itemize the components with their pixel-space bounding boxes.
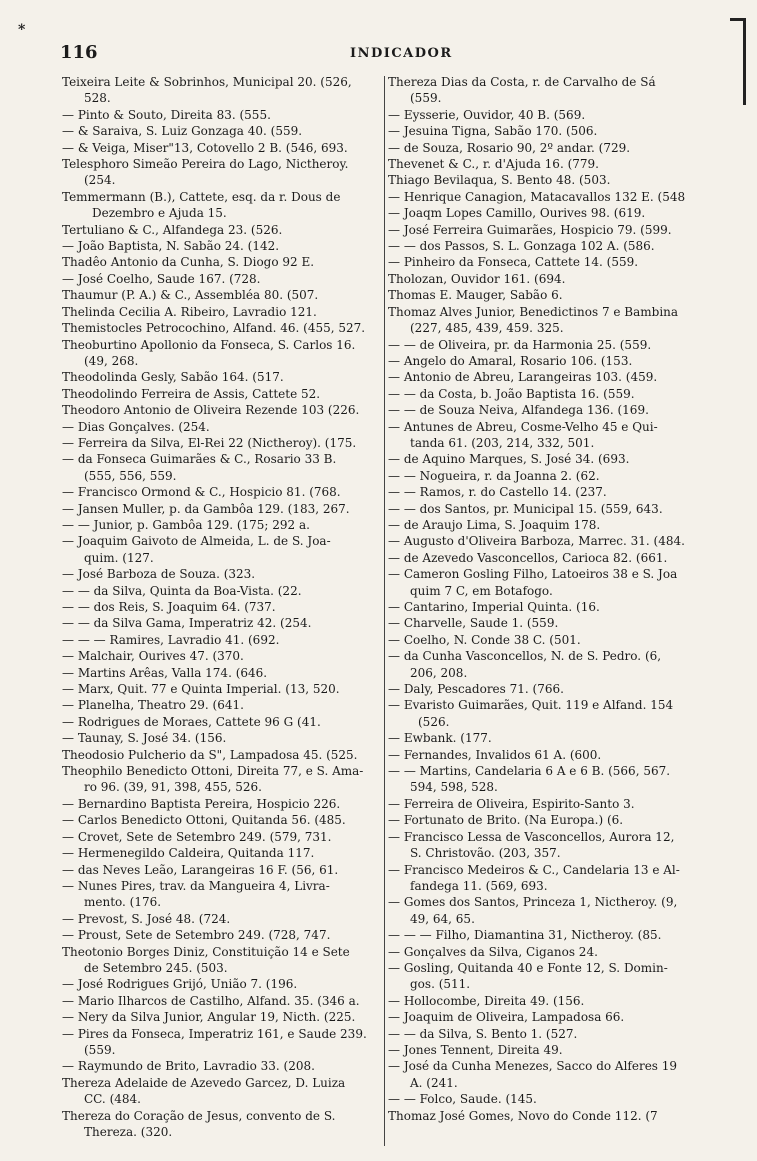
directory-entry-line: — Francisco Lessa de Vasconcellos, Aurora 12, [388, 829, 675, 844]
directory-entry-line: — Joaqm Lopes Camillo, Ourives 98. (619. [388, 206, 646, 221]
directory-entry-line: — Jansen Muller, p. da Gambôa 129. (183, 267. [62, 501, 350, 516]
directory-entry-line: — Rodrigues de Moraes, Cattete 96 G (41. [62, 714, 321, 729]
directory-entry-line: Thelinda Cecilia A. Ribeiro, Lavradio 121. [62, 304, 317, 319]
page-header [60, 42, 740, 66]
directory-entry-line: Thiago Bevilaqua, S. Bento 48. (503. [388, 173, 611, 188]
left-column [62, 74, 380, 1140]
directory-entry-line: — Angelo do Amaral, Rosario 106. (153. [388, 353, 633, 368]
directory-entry-line: Teixeira Leite & Sobrinhos, Municipal 20. (526, [62, 75, 352, 89]
directory-entry-line: — Martins Arêas, Valla 174. (646. [62, 665, 268, 680]
directory-entry-line: — — de Oliveira, pr. da Harmonia 25. (559. [388, 337, 652, 352]
directory-entry-line: 49, 64, 65. [410, 911, 475, 926]
directory-entry-line: Thaumur (P. A.) & C., Assembléa 80. (507. [62, 288, 319, 303]
directory-entry-line: — Taunay, S. José 34. (156. [62, 731, 227, 746]
directory-entry-line: — Ferreira da Silva, El-Rei 22 (Nictheroy). (175. [62, 435, 357, 450]
directory-entry-line: — Bernardino Baptista Pereira, Hospicio 226. [62, 796, 341, 811]
directory-entry-line: — de Araujo Lima, S. Joaquim 178. [388, 517, 601, 532]
directory-entry-line: Thadêo Antonio da Cunha, S. Diogo 92 E. [62, 255, 315, 270]
directory-entry-line: — Gomes dos Santos, Princeza 1, Nictheroy. (9, [388, 895, 678, 910]
directory-entry-line: Telesphoro Simeão Pereira do Lago, Nictheroy. [62, 157, 349, 172]
directory-entry-line: Theotonio Borges Diniz, Constituição 14 e Sete [62, 944, 350, 959]
directory-entry-line: Tertuliano & C., Alfandega 23. (526. [62, 222, 283, 237]
directory-entry-line: — Mario Ilharcos de Castilho, Alfand. 35. (346 a. [62, 993, 360, 1008]
directory-entry-line: Theodolinda Gesly, Sabão 164. (517. [62, 370, 284, 385]
directory-entry-line: — — Junior, p. Gambôa 129. (175; 292 a. [62, 517, 310, 532]
directory-entry-line: — Nery da Silva Junior, Angular 19, Nicth. (225. [62, 1010, 356, 1025]
directory-entry-line: — — da Silva, Quinta da Boa-Vista. (22. [62, 583, 302, 598]
directory-entry-line: — Malchair, Ourives 47. (370. [62, 649, 244, 664]
directory-entry-line: — Planelha, Theatro 29. (641. [62, 698, 244, 713]
directory-entry-line: Temmermann (B.), Cattete, esq. da r. Dous de [62, 189, 341, 204]
directory-entry-line: — — Folco, Saude. (145. [388, 1092, 537, 1107]
directory-entry-line: Thevenet & C., r. d'Ajuda 16. (779. [388, 157, 599, 172]
directory-entry-line: quim 7 C, em Botafogo. [410, 583, 553, 598]
directory-entry-line: — Jones Tennent, Direita 49. [388, 1042, 563, 1057]
page-number: 116 [60, 42, 98, 63]
directory-entry-line: — Nunes Pires, trav. da Mangueira 4, Livra- [62, 878, 330, 893]
directory-entry-line: — Antunes de Abreu, Cosme-Velho 45 e Qui- [388, 419, 658, 434]
directory-entry-line: Thereza. (320. [84, 1125, 173, 1139]
directory-entry-line: — Gosling, Quitanda 40 e Fonte 12, S. Domin- [388, 960, 668, 975]
directory-entry-line: — & Saraiva, S. Luiz Gonzaga 40. (559. [62, 124, 303, 139]
directory-entry-line: — — dos Passos, S. L. Gonzaga 102 A. (586. [388, 239, 655, 254]
directory-entry-line: fandega 11. (569, 693. [410, 878, 548, 893]
directory-entry-line: Tholozan, Ouvidor 161. (694. [388, 271, 566, 286]
directory-entry-line: — José Rodrigues Grijó, União 7. (196. [62, 977, 298, 992]
directory-entry-line: S. Christovão. (203, 357. [410, 846, 561, 861]
directory-entry-line: Theoburtino Apollonio da Fonseca, S. Carlos 16. [62, 337, 356, 352]
directory-entry-line: — Ewbank. (177. [388, 731, 492, 746]
column-divider [384, 76, 385, 1146]
directory-entry-line: — Proust, Sete de Setembro 249. (728, 747. [62, 928, 331, 943]
directory-entry-line: Theodoro Antonio de Oliveira Rezende 103 (226. [62, 403, 360, 418]
directory-entry-line: gos. (511. [410, 977, 471, 992]
directory-entry-line: — João Baptista, N. Sabão 24. (142. [62, 239, 280, 254]
directory-entry-line: — — Ramos, r. do Castello 14. (237. [388, 485, 607, 500]
directory-entry-line: — Carlos Benedicto Ottoni, Quitanda 56. (485. [62, 813, 346, 828]
directory-entry-line: — Jesuina Tigna, Sabão 170. (506. [388, 124, 598, 139]
directory-entry-line: ro 96. (39, 91, 398, 455, 526. [84, 780, 262, 795]
directory-entry-line: — Dias Gonçalves. (254. [62, 419, 210, 434]
directory-entry-line: Theophilo Benedicto Ottoni, Direita 77, e S. Ama- [62, 764, 364, 779]
directory-entry-line: Thereza do Coração de Jesus, convento de S. [62, 1108, 336, 1123]
directory-entry-line: — — da Costa, b. João Baptista 16. (559. [388, 386, 635, 401]
directory-entry-line: — Evaristo Guimarães, Quit. 119 e Alfand. 154 [388, 698, 674, 713]
directory-entry-line: 206, 208. [410, 665, 468, 680]
directory-entry-line: — Eysserie, Ouvidor, 40 B. (569. [388, 107, 586, 122]
directory-entry-line: Thomas E. Mauger, Sabão 6. [388, 288, 563, 303]
directory-entry-line: — Raymundo de Brito, Lavradio 33. (208. [62, 1059, 315, 1074]
binding-line [743, 20, 746, 105]
directory-entry-line: CC. (484. [84, 1092, 141, 1107]
directory-entry-line: — Fernandes, Invalidos 61 A. (600. [388, 747, 602, 762]
directory-entry-line: mento. (176. [84, 895, 162, 910]
directory-entry-line: — — dos Santos, pr. Municipal 15. (559, 643. [388, 501, 663, 516]
page-title: INDICADOR [350, 46, 453, 61]
directory-entry-line: — — Nogueira, r. da Joanna 2. (62. [388, 468, 600, 483]
directory-entry-line: — Joaquim de Oliveira, Lampadosa 66. [388, 1010, 625, 1025]
directory-entry-line: — — Martins, Candelaria 6 A e 6 B. (566, 567. [388, 764, 671, 779]
directory-entry-line: (227, 485, 439, 459. 325. [410, 321, 564, 336]
directory-entry-line: (526. [418, 714, 450, 729]
directory-entry-line: Thomaz Alves Junior, Benedictinos 7 e Bambina [388, 304, 679, 319]
directory-entry-line: — de Souza, Rosario 90, 2º andar. (729. [388, 140, 631, 155]
directory-entry-line: — Charvelle, Saude 1. (559. [388, 616, 559, 631]
directory-entry-line: — Coelho, N. Conde 38 C. (501. [388, 632, 581, 647]
directory-entry-line: — das Neves Leão, Larangeiras 16 F. (56, 61. [62, 862, 339, 877]
directory-entry-line: quim. (127. [84, 550, 154, 565]
directory-entry-line: de Setembro 245. (503. [84, 960, 228, 975]
directory-entry-line: — José da Cunha Menezes, Sacco do Alferes 19 [388, 1059, 678, 1074]
directory-entry-line: — José Ferreira Guimarães, Hospicio 79. (599. [388, 222, 672, 237]
directory-entry-line: — Antonio de Abreu, Larangeiras 103. (459. [388, 370, 658, 385]
directory-entry-line: — Cameron Gosling Filho, Latoeiros 38 e S. Joa [388, 567, 678, 582]
directory-entry-line: — — — Filho, Diamantina 31, Nictheroy. (85. [388, 928, 662, 943]
directory-entry-line: — Pinheiro da Fonseca, Cattete 14. (559. [388, 255, 639, 270]
directory-entry-line: 528. [84, 91, 111, 106]
directory-entry-line: — — da Silva, S. Bento 1. (527. [388, 1026, 578, 1041]
directory-entry-line: Thereza Dias da Costa, r. de Carvalho de Sá [388, 75, 656, 89]
directory-entry-line: (254. [84, 173, 116, 188]
directory-entry-line: tanda 61. (203, 214, 332, 501. [410, 435, 595, 450]
directory-entry-line: — Augusto d'Oliveira Barboza, Marrec. 31. (484. [388, 534, 685, 549]
directory-entry-line: — Henrique Canagion, Matacavallos 132 E. (548 [388, 189, 686, 204]
directory-entry-line: — José Coelho, Saude 167. (728. [62, 271, 261, 286]
directory-entry-line: — Fortunato de Brito. (Na Europa.) (6. [388, 813, 624, 828]
directory-entry-line: — Pinto & Souto, Direita 83. (555. [62, 107, 271, 122]
directory-entry-line: — de Aquino Marques, S. José 34. (693. [388, 452, 630, 467]
directory-entry-line: — — da Silva Gama, Imperatriz 42. (254. [62, 616, 312, 631]
directory-entry-line: — Crovet, Sete de Setembro 249. (579, 731. [62, 829, 332, 844]
directory-entry-line: — Hollocombe, Direita 49. (156. [388, 993, 585, 1008]
directory-entry-line: — Pires da Fonseca, Imperatriz 161, e Saude 239. [62, 1026, 367, 1041]
directory-entry-line: — — de Souza Neiva, Alfandega 136. (169. [388, 403, 649, 418]
directory-entry-line: — Marx, Quit. 77 e Quinta Imperial. (13, 520. [62, 682, 340, 697]
directory-entry-line: — José Barboza de Souza. (323. [62, 567, 256, 582]
directory-entry-line: — de Azevedo Vasconcellos, Carioca 82. (661. [388, 550, 668, 565]
directory-entry-line: — Prevost, S. José 48. (724. [62, 911, 231, 926]
directory-entry-line: — & Veiga, Miser"13, Cotovello 2 B. (546, 693. [62, 140, 348, 155]
corner-mark: * [18, 22, 26, 38]
directory-entry-line: — da Fonseca Guimarães & C., Rosario 33 B. [62, 452, 337, 467]
right-column [388, 74, 733, 1124]
directory-entry-line: Thomaz José Gomes, Novo do Conde 112. (7 [388, 1108, 658, 1123]
directory-entry-line: (559. [84, 1042, 116, 1057]
directory-entry-line: — Cantarino, Imperial Quinta. (16. [388, 600, 600, 614]
directory-entry-line: — Francisco Medeiros & C., Candelaria 13 e Al- [388, 862, 680, 877]
directory-entry-line: — — dos Reis, S. Joaquim 64. (737. [62, 600, 276, 614]
directory-entry-line: Thereza Adelaide de Azevedo Garcez, D. Luiza [62, 1075, 346, 1090]
directory-entry-line: Theodosio Pulcherio da S", Lampadosa 45. (525. [62, 747, 358, 762]
directory-entry-line: Theodolindo Ferreira de Assis, Cattete 52. [62, 386, 321, 401]
directory-entry-line: — Gonçalves da Silva, Ciganos 24. [388, 944, 598, 959]
directory-entry-line: — Francisco Ormond & C., Hospicio 81. (768. [62, 485, 341, 500]
directory-entry-line: — da Cunha Vasconcellos, N. de S. Pedro. (6, [388, 649, 662, 664]
directory-entry-line: (559. [410, 91, 442, 106]
directory-entry-line: — Daly, Pescadores 71. (766. [388, 682, 564, 697]
directory-entry-line: — Joaquim Gaivoto de Almeida, L. de S. Joa- [62, 534, 331, 549]
directory-entry-line: — Hermenegildo Caldeira, Quitanda 117. [62, 846, 315, 861]
directory-entry-line: Dezembro e Ajuda 15. [92, 206, 227, 221]
directory-entry-line: 594, 598, 528. [410, 780, 498, 795]
directory-entry-line: Themistocles Petrocochino, Alfand. 46. (455, 527. [62, 321, 366, 336]
directory-entry-line: A. (241. [410, 1075, 458, 1090]
directory-entry-line: — Ferreira de Oliveira, Espirito-Santo 3. [388, 796, 635, 811]
directory-entry-line: (555, 556, 559. [84, 468, 177, 483]
directory-entry-line: — — — Ramires, Lavradio 41. (692. [62, 632, 280, 647]
directory-entry-line: (49, 268. [84, 353, 139, 368]
